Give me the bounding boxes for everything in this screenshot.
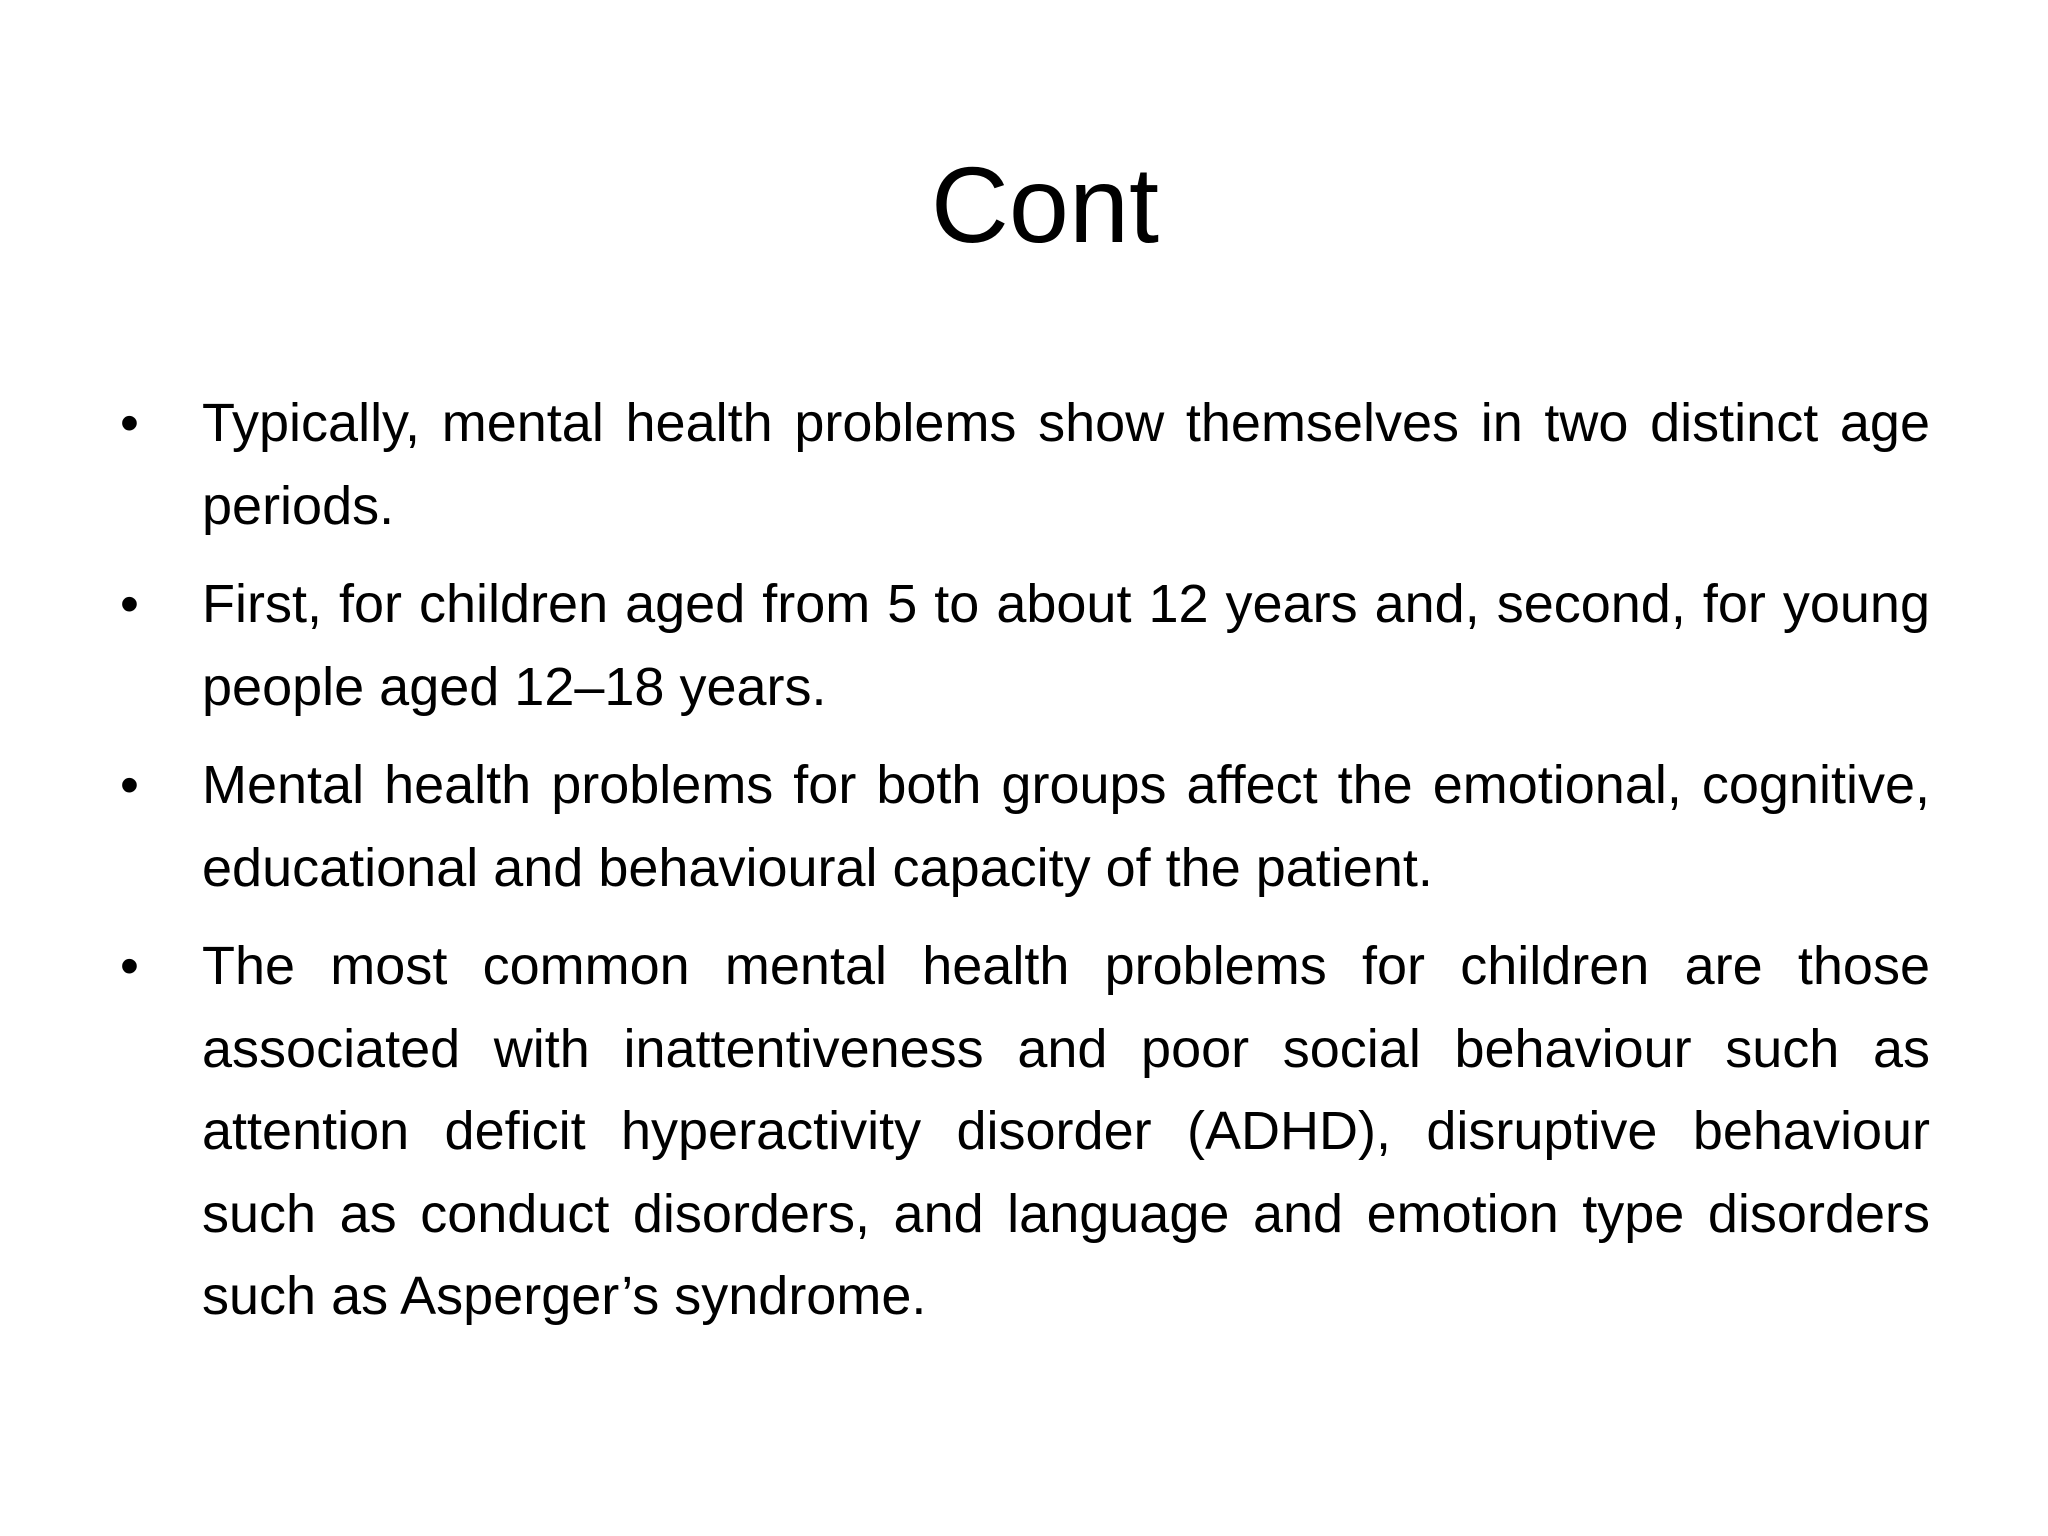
bullet-text: Typically, mental health problems show themselves in two distinct age periods.	[202, 393, 1930, 536]
bullet-text: First, for children aged from 5 to about 12 years and, second, for young people aged 12–18 years.	[202, 574, 1930, 717]
bullet-item	[120, 925, 1930, 1338]
bullet-item	[120, 563, 1930, 728]
bullet-text: Mental health problems for both groups affect the emotional, cognitive, educational and behavioural capacity of the patient.	[202, 755, 1930, 898]
bullet-point-icon: •	[120, 393, 139, 453]
bullet-list	[120, 382, 1930, 1354]
bullet-item	[120, 744, 1930, 909]
bullet-text: The most common mental health problems for children are those associated with inattentiveness and poor social behaviour such as attention deficit hyperactivity disorder (ADHD), disruptive behaviour such as conduct disorders, and language and emotion type disorders such as Asperger’s syndrome.	[202, 936, 1930, 1326]
bullet-point-icon: •	[120, 574, 139, 634]
slide-title: Cont	[930, 144, 1160, 265]
bullet-point-icon: •	[120, 936, 139, 996]
bullet-point-icon: •	[120, 755, 139, 815]
bullet-item	[120, 382, 1930, 547]
